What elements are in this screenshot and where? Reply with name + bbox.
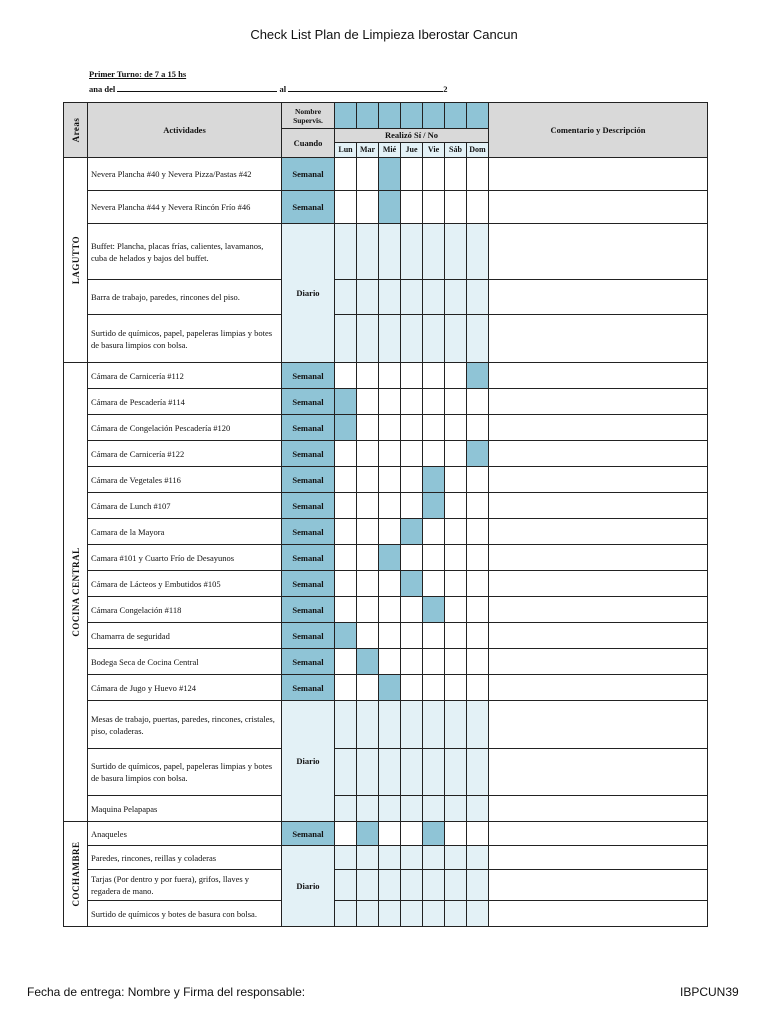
supervisor-cell[interactable] (445, 103, 467, 129)
check-cell[interactable] (335, 441, 357, 467)
week-prefix: ana del (89, 84, 116, 94)
activity-cell: Barra de trabajo, paredes, rincones del piso. (88, 280, 282, 315)
check-cell[interactable] (423, 280, 445, 315)
check-cell[interactable] (423, 191, 445, 224)
check-cell[interactable] (335, 467, 357, 493)
check-cell[interactable] (401, 749, 423, 796)
week-line (89, 83, 449, 94)
check-cell[interactable] (379, 796, 401, 822)
activity-cell: Buffet: Plancha, placas frías, calientes, lavamanos, cuba de helados y bajos del buffet. (88, 224, 282, 280)
check-cell[interactable] (379, 749, 401, 796)
check-cell[interactable] (445, 191, 467, 224)
check-cell[interactable] (423, 822, 445, 846)
comment-cell[interactable] (489, 545, 708, 571)
check-cell[interactable] (423, 224, 445, 280)
check-cell[interactable] (335, 846, 357, 870)
comment-cell[interactable] (489, 363, 708, 389)
check-cell[interactable] (467, 846, 489, 870)
check-cell[interactable] (445, 571, 467, 597)
comment-cell[interactable] (489, 846, 708, 870)
check-cell[interactable] (401, 545, 423, 571)
document-code: IBPCUN39 (680, 985, 739, 999)
check-cell[interactable] (401, 870, 423, 901)
check-cell[interactable] (445, 796, 467, 822)
supervisor-cell[interactable] (467, 103, 489, 129)
check-cell[interactable] (445, 545, 467, 571)
frequency-cell: Semanal (282, 623, 335, 649)
check-cell[interactable] (335, 363, 357, 389)
check-cell[interactable] (423, 649, 445, 675)
supervisor-cell[interactable] (423, 103, 445, 129)
check-cell[interactable] (379, 315, 401, 363)
activity-cell: Surtido de químicos, papel, papeleras limpias y botes de basura limpios con bolsa. (88, 315, 282, 363)
check-cell[interactable] (357, 158, 379, 191)
check-cell[interactable] (423, 519, 445, 545)
check-cell[interactable] (335, 571, 357, 597)
frequency-cell: Semanal (282, 363, 335, 389)
comment-cell[interactable] (489, 901, 708, 927)
check-cell[interactable] (423, 846, 445, 870)
check-cell[interactable] (423, 493, 445, 519)
check-cell[interactable] (357, 822, 379, 846)
comment-cell[interactable] (489, 749, 708, 796)
check-cell[interactable] (379, 363, 401, 389)
check-cell[interactable] (467, 224, 489, 280)
check-cell[interactable] (467, 280, 489, 315)
frequency-cell: Diario (282, 701, 335, 822)
comment-cell[interactable] (489, 280, 708, 315)
check-cell[interactable] (357, 224, 379, 280)
done-label: Realizó Sí / No (335, 129, 488, 143)
check-cell[interactable] (467, 415, 489, 441)
frequency-cell: Diario (282, 846, 335, 927)
check-cell[interactable] (467, 441, 489, 467)
check-cell[interactable] (467, 870, 489, 901)
check-cell[interactable] (467, 493, 489, 519)
check-cell[interactable] (357, 870, 379, 901)
check-cell[interactable] (423, 389, 445, 415)
activity-cell: Cámara de Carnicería #122 (88, 441, 282, 467)
activity-cell: Cámara de Pescadería #114 (88, 389, 282, 415)
comment-cell[interactable] (489, 870, 708, 901)
day-tue: Mar (357, 143, 379, 157)
check-cell[interactable] (335, 224, 357, 280)
check-cell[interactable] (379, 493, 401, 519)
check-cell[interactable] (357, 649, 379, 675)
check-cell[interactable] (379, 191, 401, 224)
activity-cell: Cámara Congelación #118 (88, 597, 282, 623)
activity-cell: Cámara de Lunch #107 (88, 493, 282, 519)
check-cell[interactable] (357, 519, 379, 545)
check-cell[interactable] (335, 389, 357, 415)
check-cell[interactable] (445, 623, 467, 649)
check-cell[interactable] (379, 441, 401, 467)
check-cell[interactable] (335, 701, 357, 749)
check-cell[interactable] (423, 901, 445, 927)
check-cell[interactable] (379, 415, 401, 441)
supervisor-cell[interactable] (401, 103, 423, 129)
check-cell[interactable] (467, 519, 489, 545)
activity-cell: Tarjas (Por dentro y por fuera), grifos, llaves y regadera de mano. (88, 870, 282, 901)
check-cell[interactable] (335, 280, 357, 315)
frequency-cell: Semanal (282, 415, 335, 441)
check-cell[interactable] (467, 315, 489, 363)
check-cell[interactable] (467, 191, 489, 224)
check-cell[interactable] (445, 224, 467, 280)
check-cell[interactable] (379, 649, 401, 675)
check-cell[interactable] (379, 467, 401, 493)
check-cell[interactable] (335, 822, 357, 846)
activity-cell: Bodega Seca de Cocina Central (88, 649, 282, 675)
day-thu: Jue (401, 143, 423, 157)
check-cell[interactable] (335, 597, 357, 623)
comment-cell[interactable] (489, 415, 708, 441)
activity-cell: Chamarra de seguridad (88, 623, 282, 649)
check-cell[interactable] (445, 519, 467, 545)
check-cell[interactable] (467, 623, 489, 649)
activity-cell: Camara de la Mayora (88, 519, 282, 545)
check-cell[interactable] (423, 158, 445, 191)
check-cell[interactable] (423, 315, 445, 363)
done-header (335, 129, 489, 158)
check-cell[interactable] (445, 415, 467, 441)
activity-cell: Surtido de químicos, papel, papeleras limpias y botes de basura limpios con bolsa. (88, 749, 282, 796)
activity-cell: Surtido de químicos y botes de basura con bolsa. (88, 901, 282, 927)
check-cell[interactable] (335, 623, 357, 649)
frequency-cell: Semanal (282, 389, 335, 415)
frequency-cell: Semanal (282, 675, 335, 701)
supervisor-header: Nombre Supervis. (282, 103, 335, 129)
check-cell[interactable] (335, 191, 357, 224)
check-cell[interactable] (357, 571, 379, 597)
check-cell[interactable] (467, 467, 489, 493)
check-cell[interactable] (445, 363, 467, 389)
check-cell[interactable] (401, 571, 423, 597)
check-cell[interactable] (445, 389, 467, 415)
shift-label: Primer Turno: de 7 a 15 hs (89, 69, 187, 79)
check-cell[interactable] (335, 649, 357, 675)
check-cell[interactable] (357, 467, 379, 493)
page-title: Check List Plan de Limpieza Iberostar Cancun (250, 27, 518, 42)
supervisor-cell[interactable] (357, 103, 379, 129)
check-cell[interactable] (467, 158, 489, 191)
check-cell[interactable] (357, 389, 379, 415)
comment-header: Comentario y Descripción (489, 103, 708, 158)
check-cell[interactable] (379, 389, 401, 415)
check-cell[interactable] (445, 597, 467, 623)
activity-cell: Nevera Plancha #40 y Nevera Pizza/Pastas #42 (88, 158, 282, 191)
comment-cell[interactable] (489, 519, 708, 545)
check-cell[interactable] (423, 675, 445, 701)
frequency-cell: Semanal (282, 649, 335, 675)
check-cell[interactable] (445, 870, 467, 901)
check-cell[interactable] (423, 701, 445, 749)
comment-cell[interactable] (489, 191, 708, 224)
check-cell[interactable] (335, 315, 357, 363)
check-cell[interactable] (357, 191, 379, 224)
day-fri: Vie (423, 143, 445, 157)
supervisor-cell[interactable] (335, 103, 357, 129)
check-cell[interactable] (445, 158, 467, 191)
check-cell[interactable] (423, 597, 445, 623)
check-cell[interactable] (379, 822, 401, 846)
week-start-field[interactable] (117, 83, 277, 92)
frequency-cell: Semanal (282, 158, 335, 191)
check-cell[interactable] (357, 441, 379, 467)
check-cell[interactable] (445, 467, 467, 493)
check-cell[interactable] (467, 822, 489, 846)
activity-cell: Cámara de Lácteos y Embutidos #105 (88, 571, 282, 597)
check-cell[interactable] (357, 315, 379, 363)
check-cell[interactable] (335, 796, 357, 822)
comment-cell[interactable] (489, 597, 708, 623)
check-cell[interactable] (401, 315, 423, 363)
check-cell[interactable] (379, 571, 401, 597)
week-middle: al (279, 84, 287, 94)
check-cell[interactable] (445, 315, 467, 363)
check-cell[interactable] (379, 870, 401, 901)
check-cell[interactable] (357, 796, 379, 822)
check-cell[interactable] (401, 701, 423, 749)
check-cell[interactable] (423, 749, 445, 796)
comment-cell[interactable] (489, 701, 708, 749)
check-cell[interactable] (401, 822, 423, 846)
check-cell[interactable] (379, 280, 401, 315)
day-wed: Mié (379, 143, 401, 157)
day-mon: Lun (335, 143, 357, 157)
check-cell[interactable] (357, 623, 379, 649)
areas-header: Areas (64, 103, 88, 158)
check-cell[interactable] (335, 870, 357, 901)
check-cell[interactable] (401, 493, 423, 519)
check-cell[interactable] (401, 224, 423, 280)
check-cell[interactable] (379, 701, 401, 749)
check-cell[interactable] (401, 467, 423, 493)
check-cell[interactable] (401, 191, 423, 224)
check-cell[interactable] (379, 158, 401, 191)
frequency-cell: Semanal (282, 545, 335, 571)
comment-cell[interactable] (489, 623, 708, 649)
check-cell[interactable] (467, 675, 489, 701)
activity-cell: Cámara de Carnicería #112 (88, 363, 282, 389)
check-cell[interactable] (423, 441, 445, 467)
check-cell[interactable] (467, 363, 489, 389)
check-cell[interactable] (401, 846, 423, 870)
check-cell[interactable] (423, 796, 445, 822)
area-lagutto: LAGUTTO (64, 158, 88, 363)
frequency-cell: Semanal (282, 519, 335, 545)
check-cell[interactable] (401, 901, 423, 927)
check-cell[interactable] (423, 545, 445, 571)
check-cell[interactable] (335, 545, 357, 571)
check-cell[interactable] (445, 675, 467, 701)
comment-cell[interactable] (489, 493, 708, 519)
check-cell[interactable] (357, 545, 379, 571)
check-cell[interactable] (467, 749, 489, 796)
check-cell[interactable] (445, 493, 467, 519)
check-cell[interactable] (401, 415, 423, 441)
activity-cell: Cámara de Jugo y Huevo #124 (88, 675, 282, 701)
frequency-cell: Semanal (282, 822, 335, 846)
check-cell[interactable] (423, 363, 445, 389)
check-cell[interactable] (379, 846, 401, 870)
comment-cell[interactable] (489, 441, 708, 467)
frequency-cell: Semanal (282, 191, 335, 224)
check-cell[interactable] (379, 597, 401, 623)
activity-cell: Camara #101 y Cuarto Frío de Desayunos (88, 545, 282, 571)
check-cell[interactable] (379, 675, 401, 701)
check-cell[interactable] (467, 389, 489, 415)
check-cell[interactable] (445, 649, 467, 675)
check-cell[interactable] (401, 280, 423, 315)
check-cell[interactable] (445, 822, 467, 846)
when-header: Cuando (282, 129, 335, 158)
check-cell[interactable] (445, 749, 467, 796)
checklist-table (63, 102, 708, 927)
check-cell[interactable] (401, 441, 423, 467)
check-cell[interactable] (357, 415, 379, 441)
check-cell[interactable] (401, 623, 423, 649)
comment-cell[interactable] (489, 315, 708, 363)
comment-cell[interactable] (489, 675, 708, 701)
frequency-cell: Semanal (282, 467, 335, 493)
week-end-field[interactable] (288, 83, 443, 92)
check-cell[interactable] (335, 749, 357, 796)
comment-cell[interactable] (489, 822, 708, 846)
frequency-cell: Semanal (282, 493, 335, 519)
check-cell[interactable] (401, 389, 423, 415)
check-cell[interactable] (357, 597, 379, 623)
check-cell[interactable] (401, 363, 423, 389)
check-cell[interactable] (401, 158, 423, 191)
frequency-cell: Semanal (282, 571, 335, 597)
comment-cell[interactable] (489, 571, 708, 597)
comment-cell[interactable] (489, 649, 708, 675)
check-cell[interactable] (467, 597, 489, 623)
activity-cell: Paredes, rincones, reillas y coladeras (88, 846, 282, 870)
check-cell[interactable] (467, 901, 489, 927)
activity-cell: Cámara de Congelación Pescadería #120 (88, 415, 282, 441)
check-cell[interactable] (467, 701, 489, 749)
activity-cell: Maquina Pelapapas (88, 796, 282, 822)
frequency-cell: Semanal (282, 597, 335, 623)
check-cell[interactable] (423, 870, 445, 901)
activities-header: Actividades (88, 103, 282, 158)
check-cell[interactable] (357, 846, 379, 870)
check-cell[interactable] (379, 901, 401, 927)
delivery-signature-label: Fecha de entrega: Nombre y Firma del responsable: (27, 985, 306, 999)
week-suffix: 2 (443, 84, 448, 94)
check-cell[interactable] (379, 519, 401, 545)
area-cochambre: COCHAMBRE (64, 822, 88, 927)
frequency-cell: Semanal (282, 441, 335, 467)
check-cell[interactable] (379, 224, 401, 280)
check-cell[interactable] (335, 493, 357, 519)
check-cell[interactable] (335, 675, 357, 701)
check-cell[interactable] (335, 901, 357, 927)
check-cell[interactable] (335, 158, 357, 191)
check-cell[interactable] (357, 749, 379, 796)
check-cell[interactable] (401, 649, 423, 675)
comment-cell[interactable] (489, 158, 708, 191)
check-cell[interactable] (467, 545, 489, 571)
check-cell[interactable] (445, 901, 467, 927)
activity-cell: Cámara de Vegetales #116 (88, 467, 282, 493)
check-cell[interactable] (379, 623, 401, 649)
check-cell[interactable] (357, 901, 379, 927)
check-cell[interactable] (423, 467, 445, 493)
check-cell[interactable] (445, 441, 467, 467)
check-cell[interactable] (401, 675, 423, 701)
check-cell[interactable] (357, 280, 379, 315)
check-cell[interactable] (335, 415, 357, 441)
comment-cell[interactable] (489, 224, 708, 280)
check-cell[interactable] (423, 415, 445, 441)
check-cell[interactable] (467, 571, 489, 597)
check-cell[interactable] (423, 623, 445, 649)
check-cell[interactable] (401, 519, 423, 545)
check-cell[interactable] (335, 519, 357, 545)
check-cell[interactable] (379, 545, 401, 571)
check-cell[interactable] (357, 493, 379, 519)
activity-cell: Anaqueles (88, 822, 282, 846)
check-cell[interactable] (445, 701, 467, 749)
comment-cell[interactable] (489, 796, 708, 822)
check-cell[interactable] (401, 597, 423, 623)
activity-cell: Nevera Plancha #44 y Nevera Rincón Frío #46 (88, 191, 282, 224)
frequency-cell: Diario (282, 224, 335, 363)
check-cell[interactable] (357, 363, 379, 389)
check-cell[interactable] (467, 796, 489, 822)
check-cell[interactable] (357, 701, 379, 749)
comment-cell[interactable] (489, 389, 708, 415)
supervisor-cell[interactable] (379, 103, 401, 129)
check-cell[interactable] (445, 846, 467, 870)
day-sat: Sáb (445, 143, 467, 157)
comment-cell[interactable] (489, 467, 708, 493)
check-cell[interactable] (401, 796, 423, 822)
check-cell[interactable] (423, 571, 445, 597)
check-cell[interactable] (467, 649, 489, 675)
day-sun: Dom (467, 143, 488, 157)
check-cell[interactable] (445, 280, 467, 315)
activity-cell: Mesas de trabajo, puertas, paredes, rincones, cristales, piso, coladeras. (88, 701, 282, 749)
check-cell[interactable] (357, 675, 379, 701)
area-cocina-central: COCINA CENTRAL (64, 363, 88, 822)
